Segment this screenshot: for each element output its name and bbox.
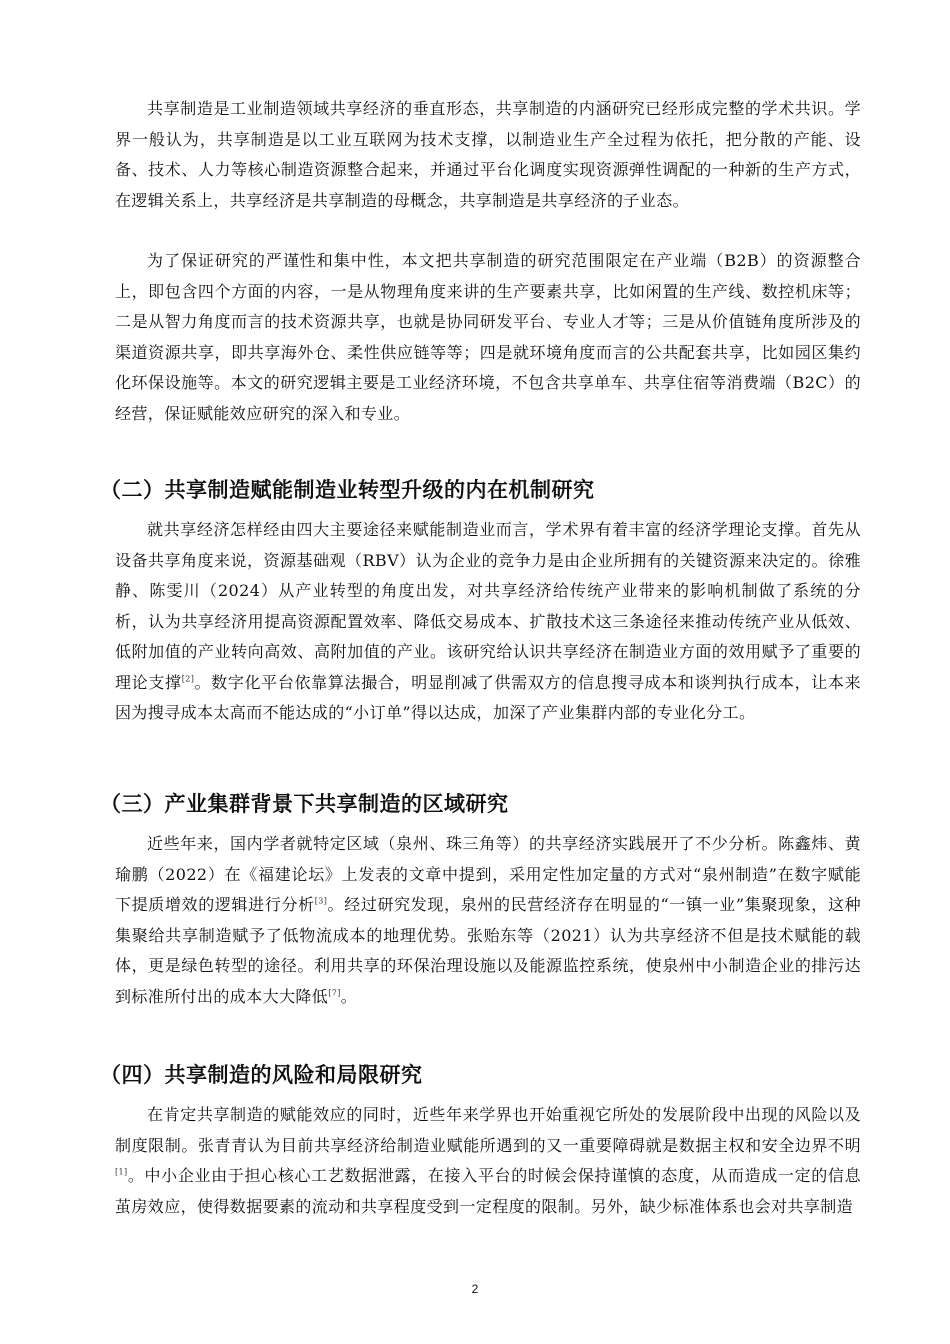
- citation-ref: [1]: [115, 1167, 128, 1177]
- paragraph-text: 。经过研究发现，泉州的民营经济存在明显的“一镇一业”集聚现象，这种集聚给共享制造赋予了低物流成本的地理优势。张贻东等（2021）认为共享经济不但是技术赋能的载体，更是绿色转型的途径。利用共享的环保治理设施以及能源监控系统，使泉州中小制造企业的排污达到标准所付出的成本大大降低: [115, 895, 861, 1006]
- section-heading-3: （三）产业集群背景下共享制造的区域研究: [100, 792, 509, 816]
- paragraph-text: 在肯定共享制造的赋能效应的同时，近些年来学界也开始重视它所处的发展阶段中出现的风险以及制度限制。张青青认为目前共享经济给制造业赋能所遇到的又一重要障碍就是数据主权和安全边界不明: [115, 1105, 861, 1155]
- section-heading-2: （二）共享制造赋能制造业转型升级的内在机制研究: [100, 478, 595, 502]
- paragraph-section-4: [115, 1100, 861, 1222]
- citation-ref: [2]: [181, 674, 195, 684]
- paragraph-text: 。数字化平台依靠算法撮合，明显削减了供需双方的信息搜寻成本和谈判执行成本，让本来因为搜寻成本太高而不能达成的“小订单”得以达成，加深了产业集群内部的专业化分工。: [115, 672, 861, 722]
- paragraph-section-2: [115, 515, 861, 729]
- paragraph-text: 。: [340, 986, 358, 1006]
- citation-ref: [7]: [328, 988, 341, 998]
- paragraph-section-3: [115, 829, 861, 1012]
- paragraph-text: 。中小企业由于担心核心工艺数据泄露，在接入平台的时候会保持谨慎的态度，从而造成一定的信息茧房效应，使得数据要素的流动和共享程度受到一定程度的限制。另外，缺少标准体系也会对共享制造: [115, 1166, 861, 1216]
- section-heading-4: （四）共享制造的风险和局限研究: [100, 1063, 423, 1087]
- page-number: 2: [471, 1282, 479, 1296]
- paragraph-shared-manufacturing-definition: 共享制造是工业制造领域共享经济的垂直形态，共享制造的内涵研究已经形成完整的学术共识。学界一般认为，共享制造是以工业互联网为技术支撑，以制造业生产全过程为依托，把分散的产能、设备、技术、人力等核心制造资源整合起来，并通过平台化调度实现资源弹性调配的一种新的生产方式，在逻辑关系上，共享经济是共享制造的母概念，共享制造是共享经济的子业态。: [115, 99, 861, 210]
- paragraph-research-scope: 为了保证研究的严谨性和集中性，本文把共享制造的研究范围限定在产业端（B2B）的资源整合上，即包含四个方面的内容，一是从物理角度来讲的生产要素共享，比如闲置的生产线、数控机床等；二是从智力角度而言的技术资源共享，也就是协同研发平台、专业人才等；三是从价值链角度所涉及的渠道资源共享，即共享海外仓、柔性供应链等等；四是就环境角度而言的公共配套共享，比如园区集约化环保设施等。本文的研究逻辑主要是工业经济环境，不包含共享单车、共享住宿等消费端（B2C）的经营，保证赋能效应研究的深入和专业。: [115, 251, 861, 423]
- paragraph-text: 近些年来，国内学者就特定区域（泉州、珠三角等）的共享经济实践展开了不少分析。陈鑫炜、黄瑜鹏（2022）在《福建论坛》上发表的文章中提到，采用定性加定量的方式对“泉州制造”在数字赋能下提质增效的逻辑进行分析: [115, 834, 861, 914]
- citation-ref: [3]: [314, 896, 328, 906]
- paragraph-text: 就共享经济怎样经由四大主要途径来赋能制造业而言，学术界有着丰富的经济学理论支撑。首先从设备共享角度来说，资源基础观（RBV）认为企业的竞争力是由企业所拥有的关键资源来决定的。徐雅静、陈雯川（2024）从产业转型的角度出发，对共享经济给传统产业带来的影响机制做了系统的分析，认为共享经济用提高资源配置效率、降低交易成本、扩散技术这三条途径来推动传统产业从低效、低附加值的产业转向高效、高附加值的产业。该研究给认识共享经济在制造业方面的效用赋予了重要的理论支撑: [115, 520, 861, 692]
